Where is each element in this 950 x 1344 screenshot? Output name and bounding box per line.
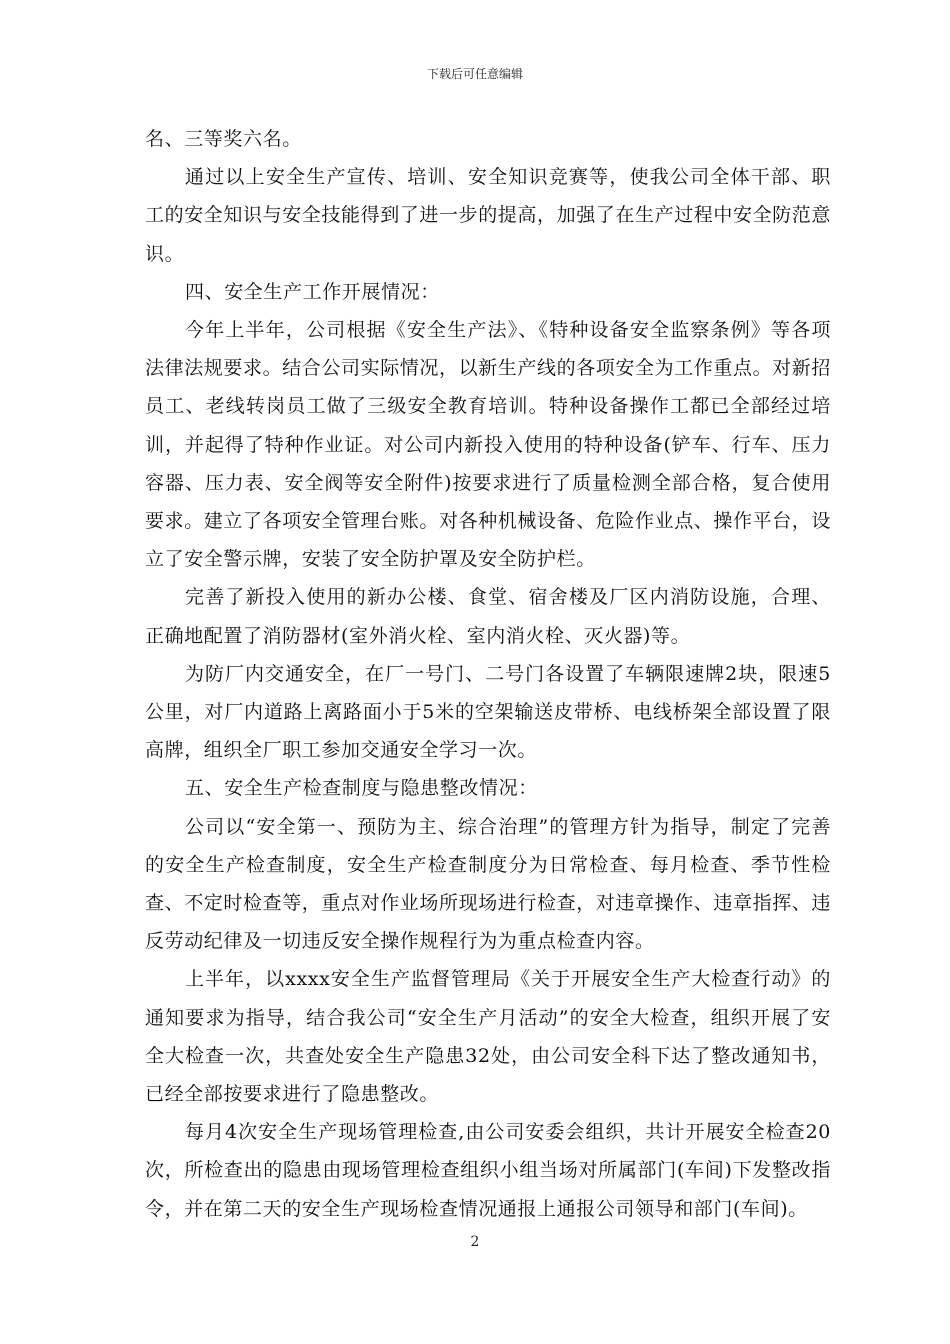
paragraph: 上半年，以xxxx安全生产监督管理局《关于开展安全生产大检查行动》的通知要求为指导，结合我公司“安全生产月活动”的安全大检查，组织开展了安全大检查一次，共查处安全生产隐患32处，由公司安全科下达了整改通知书，已经全部按要求进行了隐患整改。 — [145, 968, 831, 1106]
paragraph: 通过以上安全生产宣传、培训、安全知识竞赛等，使我公司全体干部、职工的安全知识与安全技能得到了进一步的提高，加强了在生产过程中安全防范意识。 — [145, 166, 832, 265]
paragraph: 名、三等奖六名。 — [145, 128, 302, 150]
section-heading: 四、安全生产工作开展情况： — [185, 280, 440, 303]
paragraph: 每月4次安全生产现场管理检查,由公司安委会组织，共计开展安全检查20次，所检查出的隐患由现场管理检查组织小组当场对所属部门(车间)下发整改指令，并在第二天的安全生产现场检查情况通报上通报公司领导和部门(车间)。 — [145, 1121, 831, 1220]
paragraph: 今年上半年，公司根据《安全生产法》、《特种设备安全监察条例》等各项法律法规要求。结合公司实际情况，以新生产线的各项安全为工作重点。对新招员工、老线转岗员工做了三级安全教育培训。特种设备操作工都已全部经过培训，并起得了特种作业证。对公司内新投入使用的特种设备(铲车、行车、压力容器、压力表、安全阀等安全附件)按要求进行了质量检测全部合格，复合使用要求。建立了各项安全管理台账。对各种机械设备、危险作业点、操作平台，设立了安全警示牌，安装了安全防护罩及安全防护栏。 — [145, 319, 832, 571]
document-body — [145, 120, 831, 1228]
section-heading: 五、安全生产检查制度与隐患整改情况： — [185, 777, 538, 800]
paragraph: 为防厂内交通安全，在厂一号门、二号门各设置了车辆限速牌2块，限速5公里，对厂内道路上离路面小于5米的空架输送皮带桥、电线桥架全部设置了限高牌，组织全厂职工参加交通安全学习一次。 — [145, 662, 831, 762]
paragraph: 完善了新投入使用的新办公楼、食堂、宿舍楼及厂区内消防设施，合理、正确地配置了消防器材(室外消火栓、室内消火栓、灭火器)等。 — [145, 586, 831, 647]
paragraph: 公司以“安全第一、预防为主、综合治理”的管理方针为指导，制定了完善的安全生产检查制度，安全生产检查制度分为日常检查、每月检查、季节性检查、不定时检查等，重点对作业场所现场进行检查，对违章操作、违章指挥、违反劳动纪律及一切违反安全操作规程行为为重点检查内容。 — [145, 815, 832, 953]
page-number: 2 — [470, 1234, 480, 1250]
page-header: 下载后可任意编辑 — [426, 67, 523, 81]
